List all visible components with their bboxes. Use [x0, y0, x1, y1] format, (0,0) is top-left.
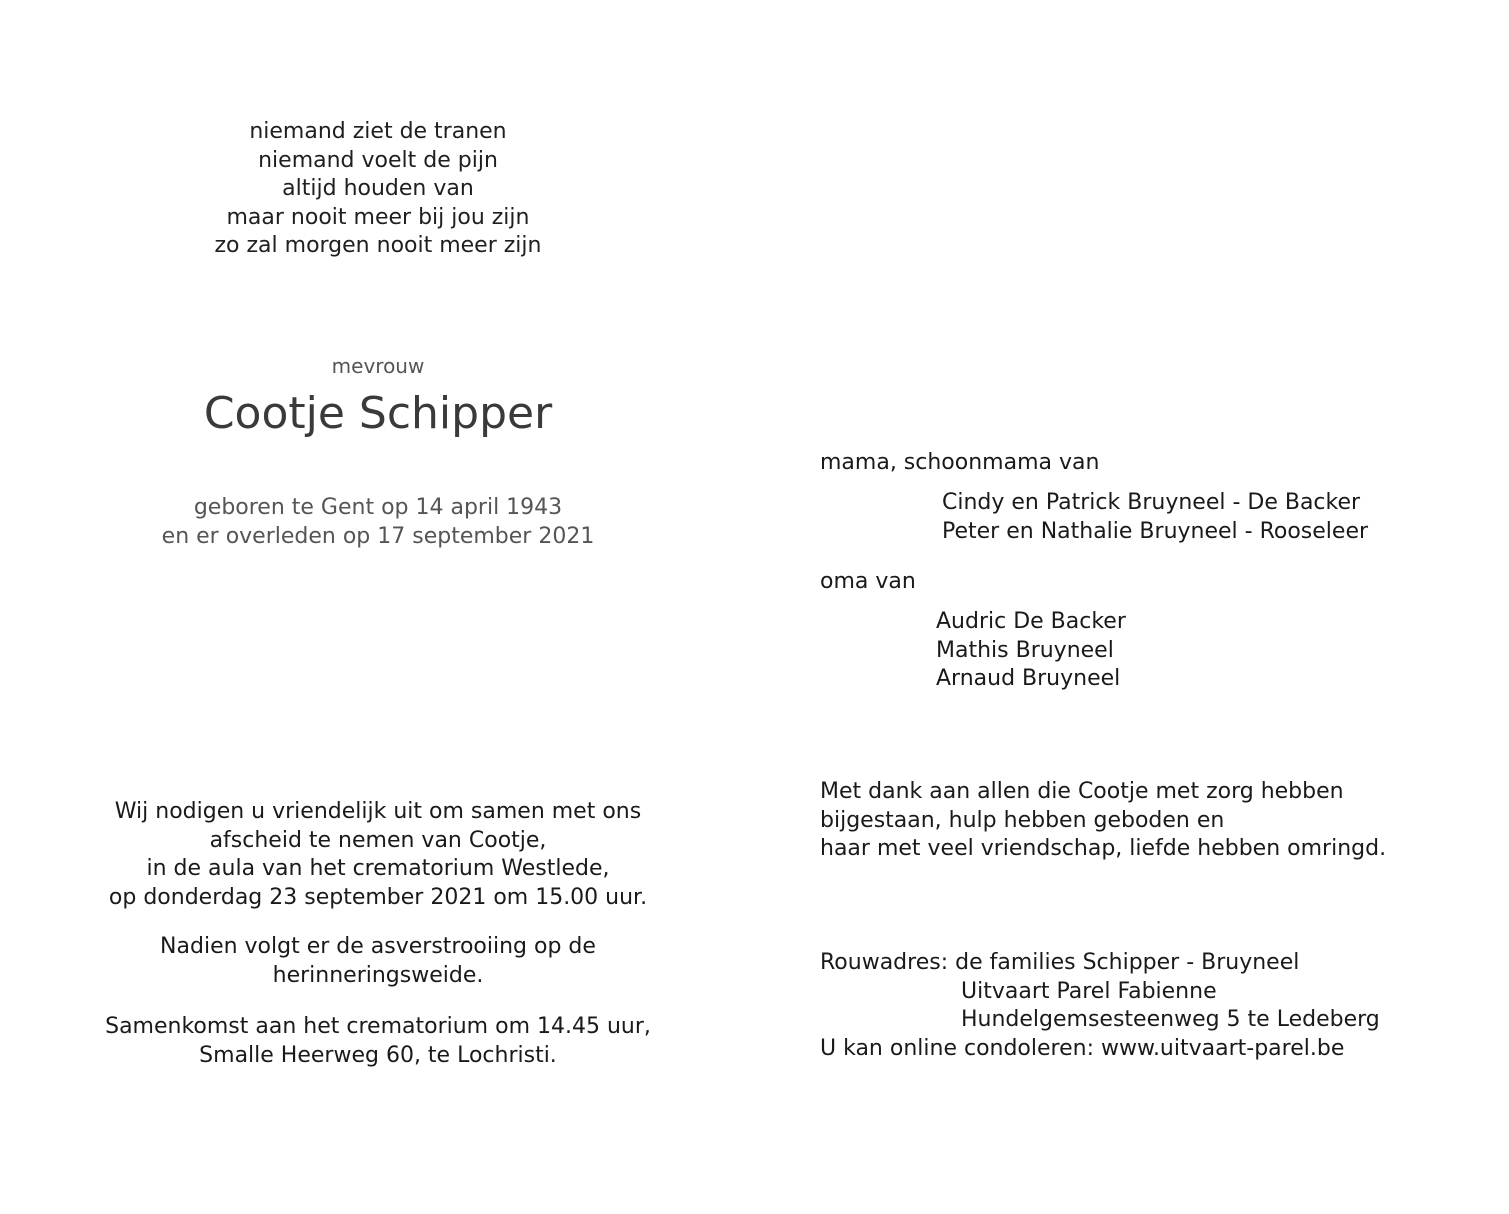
grandchild-entry: Arnaud Bruyneel: [936, 666, 1121, 691]
condolence-line: U kan online condoleren: www.uitvaart-parel.be: [820, 1035, 1345, 1061]
grandchildren-list: [936, 608, 1126, 694]
meeting-line: Samenkomst aan het crematorium om 14.45 uur,: [105, 1014, 651, 1039]
grandmother-heading: oma van: [820, 569, 916, 594]
poem-line: maar nooit meer bij jou zijn: [226, 204, 530, 230]
invitation-line: op donderdag 23 september 2021 om 15.00 uur.: [108, 884, 648, 910]
child-entry: Peter en Nathalie Bruyneel - Rooseleer: [942, 518, 1369, 544]
grandchild-entry: Audric De Backer: [936, 609, 1126, 634]
thanks-line: Met dank aan allen die Cootje met zorg hebben: [820, 779, 1344, 804]
child-entry: Cindy en Patrick Bruyneel - De Backer: [942, 490, 1361, 515]
deceased-title: mevrouw: [331, 354, 425, 378]
invitation-line: Wij nodigen u vriendelijk uit om samen met ons: [114, 799, 642, 824]
birth-line: geboren te Gent op 14 april 1943: [193, 495, 563, 520]
invitation-line: afscheid te nemen van Cootje,: [209, 827, 547, 853]
thanks-line: haar met veel vriendschap, liefde hebben omringd.: [820, 836, 1387, 861]
address-line: Uitvaart Parel Fabienne: [961, 978, 1217, 1004]
grandchild-entry: Mathis Bruyneel: [936, 637, 1114, 663]
life-dates: [78, 493, 678, 551]
poem: [78, 118, 678, 261]
invitation-text: [78, 798, 678, 912]
after-line: Nadien volgt er de asverstrooiing op de: [160, 934, 596, 959]
invitation-line: in de aula van het crematorium Westlede,: [146, 856, 610, 881]
meeting-line: Smalle Heerweg 60, te Lochristi.: [199, 1042, 557, 1068]
poem-line: niemand voelt de pijn: [258, 147, 498, 173]
after-ceremony-text: [78, 933, 678, 990]
children-list: [942, 489, 1368, 546]
death-line: en er overleden op 17 september 2021: [161, 524, 595, 549]
poem-line: niemand ziet de tranen: [249, 119, 507, 144]
family-heading: mama, schoonmama van: [820, 450, 1100, 475]
poem-line: altijd houden van: [282, 176, 474, 201]
thanks-text: [820, 778, 1386, 864]
address-line: Rouwadres: de families Schipper - Bruyneel: [820, 950, 1300, 975]
mourning-address: [820, 949, 1380, 1063]
thanks-line: bijgestaan, hulp hebben geboden en: [820, 807, 1225, 833]
meeting-text: [78, 1013, 678, 1070]
after-line: herinneringsweide.: [272, 962, 484, 988]
deceased-name: Cootje Schipper: [203, 388, 553, 439]
poem-line: zo zal morgen nooit meer zijn: [214, 233, 542, 258]
address-line: Hundelgemsesteenweg 5 te Ledeberg: [961, 1007, 1380, 1032]
